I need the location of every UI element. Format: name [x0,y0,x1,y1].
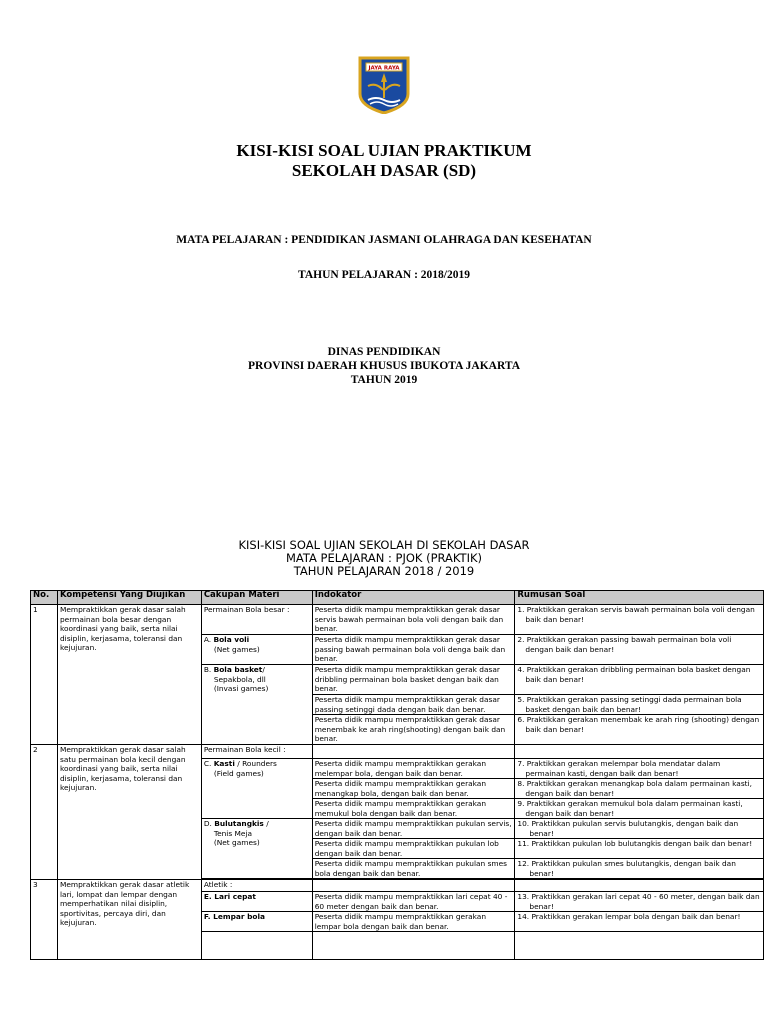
cell-indikator: Peserta didik mampu mempraktikkan gerakan memukul bola dengan baik dan benar. [312,799,515,819]
cell-rumusan: 13. Praktikkan gerakan lari cepat 40 - 60 meter, dengan baik dan benar! [515,892,764,912]
table-heading-line2: MATA PELAJARAN : PJOK (PRAKTIK) [285,551,482,565]
cell-kompetensi: Mempraktikkan gerak dasar salah permainan bola besar dengan koordinasi yang baik, serta nilai disiplin, kerjasama, toleransi dan kejujuran. [57,605,201,745]
cell-cakupan [201,892,312,912]
cell-indikator: Peserta didik mampu mempraktikkan gerak dasar passing setinggi dada dengan baik dan benar. [312,695,515,715]
cakupan-sport: Kasti [213,759,235,768]
table-heading-line1: KISI-KISI SOAL UJIAN SEKOLAH DI SEKOLAH DASAR [238,538,530,552]
cakupan-alt: / Rounders [237,759,277,768]
cell-rumusan: 9. Praktikkan gerakan memukul bola dalam permainan kasti, dengan baik dan benar! [515,799,764,819]
logo-banner-text: JAYA RAYA [368,65,400,72]
header-indikator: Indokator [312,591,515,605]
cakupan-sport: F. Lempar bola [203,912,265,921]
cover-office [0,345,768,387]
cover-year: TAHUN PELAJARAN : 2018/2019 [298,269,470,281]
cell-rumusan: 1. Praktikkan gerakan servis bawah permainan bola voli dengan baik dan benar! [515,605,764,635]
cell-rumusan: 7. Praktikkan gerakan melempar bola mendatar dalam permainan kasti, dengan baik dan benar! [515,759,764,779]
cakupan-sport: Bola voli [213,635,250,644]
cell-indikator: Peserta didik mampu mempraktikkan lari cepat 40 - 60 meter dengan baik dan benar. [312,892,515,912]
cakupan-category: (Field games) [213,768,264,778]
cell-rumusan: 2. Praktikkan gerakan passing bawah permainan bola voli dengan baik dan benar! [515,635,764,665]
cakupan-letter: A. [203,635,212,644]
cell-kompetensi: Mempraktikkan gerak dasar atletik lari, lompat dan lempar dengan memperhatikan nilai disiplin, sportivitas, percaya diri, dan kejujuran. [57,880,201,960]
cakupan-letter: D. [203,819,212,828]
cell-cakupan [201,759,312,819]
header-cakupan: Cakupan Materi [201,591,312,605]
cakupan-category: (Net games) [213,838,260,847]
cell-rumusan-empty [515,932,764,960]
cell-indikator: Peserta didik mampu mempraktikkan pukulan lob dengan baik dan benar. [312,839,515,859]
cell-indikator-empty [312,880,515,892]
cell-rumusan: 14. Praktikkan gerakan lempar bola dengan baik dan benar! [515,912,764,932]
cell-cakupan [201,819,312,879]
cakupan-other: Sepakbola, dll [213,674,266,684]
table-header-row [31,591,764,605]
jaya-raya-emblem-logo [356,56,412,114]
cell-indikator: Peserta didik mampu mempraktikkan pukulan servis, dengan baik dan benar. [312,819,515,839]
cakupan-sport: Bola basket [213,665,263,674]
cover-title-line1: KISI-KISI SOAL UJIAN PRAKTIKUM [236,141,532,160]
cover-office-line3: TAHUN 2019 [350,374,418,386]
cell-no: 1 [31,605,58,745]
cover-title-line2: SEKOLAH DASAR (SD) [291,161,477,180]
cell-cakupan-empty [201,932,312,960]
cover-office-line1: DINAS PENDIDIKAN [327,346,441,358]
cell-rumusan: 10. Praktikkan pukulan servis bulutangkis, dengan baik dan benar! [515,819,764,839]
cell-cakupan: Permainan Bola kecil : [201,745,312,759]
cell-indikator: Peserta didik mampu mempraktikkan gerakan lempar bola dengan baik dan benar. [312,912,515,932]
cell-indikator: Peserta didik mampu mempraktikkan gerak dasar passing bawah permainan bola voli denga baik dan benar. [312,635,515,665]
header-kompetensi: Kompetensi Yang Diujikan [57,591,201,605]
cover-title [0,141,768,181]
cell-indikator: Peserta didik mampu mempraktikkan gerak dasar menembak ke arah ring(shooting) dengan baik dan benar. [312,715,515,745]
header-rumusan: Rumusan Soal [515,591,764,605]
cell-cakupan [201,665,312,745]
cell-cakupan [201,635,312,665]
cover-subject: MATA PELAJARAN : PENDIDIKAN JASMANI OLAHRAGA DAN KESEHATAN [176,234,592,246]
cakupan-letter: B. [203,665,212,674]
cell-indikator-empty [312,745,515,759]
cell-indikator: Peserta didik mampu mempraktikkan gerak dasar servis bawah permainan bola voli dengan baik dan benar. [312,605,515,635]
cakupan-category: (Invasi games) [213,684,269,693]
cell-no: 3 [31,880,58,960]
cell-no: 2 [31,745,58,880]
kisi-kisi-table [30,590,764,960]
cell-rumusan: 8. Praktikkan gerakan menangkap bola dalam permainan kasti, dengan baik dan benar! [515,779,764,799]
cell-rumusan: 12. Praktikkan pukulan smes bulutangkis, dengan baik dan benar! [515,859,764,879]
cakupan-other: Tenis Meja [213,828,253,838]
cell-rumusan-empty [515,880,764,892]
table-row [31,605,764,635]
table-heading [0,539,768,578]
cover-office-line2: PROVINSI DAERAH KHUSUS IBUKOTA JAKARTA [247,360,520,372]
cakupan-sport: Bulutangkis [214,819,264,828]
cell-indikator: Peserta didik mampu mempraktikkan gerakan melempar bola, dengan baik dan benar. [312,759,515,779]
cell-rumusan: 5. Praktikkan gerakan passing setinggi dada permainan bola basket dengan baik dan benar! [515,695,764,715]
cell-cakupan: Permainan Bola besar : [201,605,312,635]
cakupan-separator: / [262,665,265,674]
table-row [31,880,764,892]
cakupan-letter: C. [203,759,212,768]
cell-indikator: Peserta didik mampu mempraktikkan gerakan menangkap bola, dengan baik dan benar. [312,779,515,799]
cell-indikator-empty [312,932,515,960]
cell-cakupan [201,912,312,932]
cakupan-category: (Net games) [213,644,260,654]
cakupan-separator: / [266,819,269,828]
header-no: No. [31,591,58,605]
cell-rumusan: 6. Praktikkan gerakan menembak ke arah ring (shooting) dengan baik dan benar! [515,715,764,745]
cell-kompetensi: Mempraktikkan gerak dasar salah satu permainan bola kecil dengan koordinasi yang baik, serta nilai disiplin, kerjasama, toleransi dan kejujuran. [57,745,201,880]
cakupan-sport: E. Lari cepat [203,892,256,901]
cell-indikator: Peserta didik mampu mempraktikkan pukulan smes bola dengan baik dan benar. [312,859,515,879]
table-heading-line3: TAHUN PELAJARAN 2018 / 2019 [293,564,475,578]
cell-rumusan-empty [515,745,764,759]
cell-rumusan: 4. Praktikkan gerakan dribbling permainan bola basket dengan baik dan benar! [515,665,764,695]
cell-rumusan: 11. Praktikkan pukulan lob bulutangkis dengan baik dan benar! [515,839,764,859]
cell-indikator: Peserta didik mampu mempraktikkan gerak dasar dribbling permainan bola basket dengan baik dan benar. [312,665,515,695]
table-row [31,745,764,759]
cell-cakupan: Atletik : [201,880,312,892]
